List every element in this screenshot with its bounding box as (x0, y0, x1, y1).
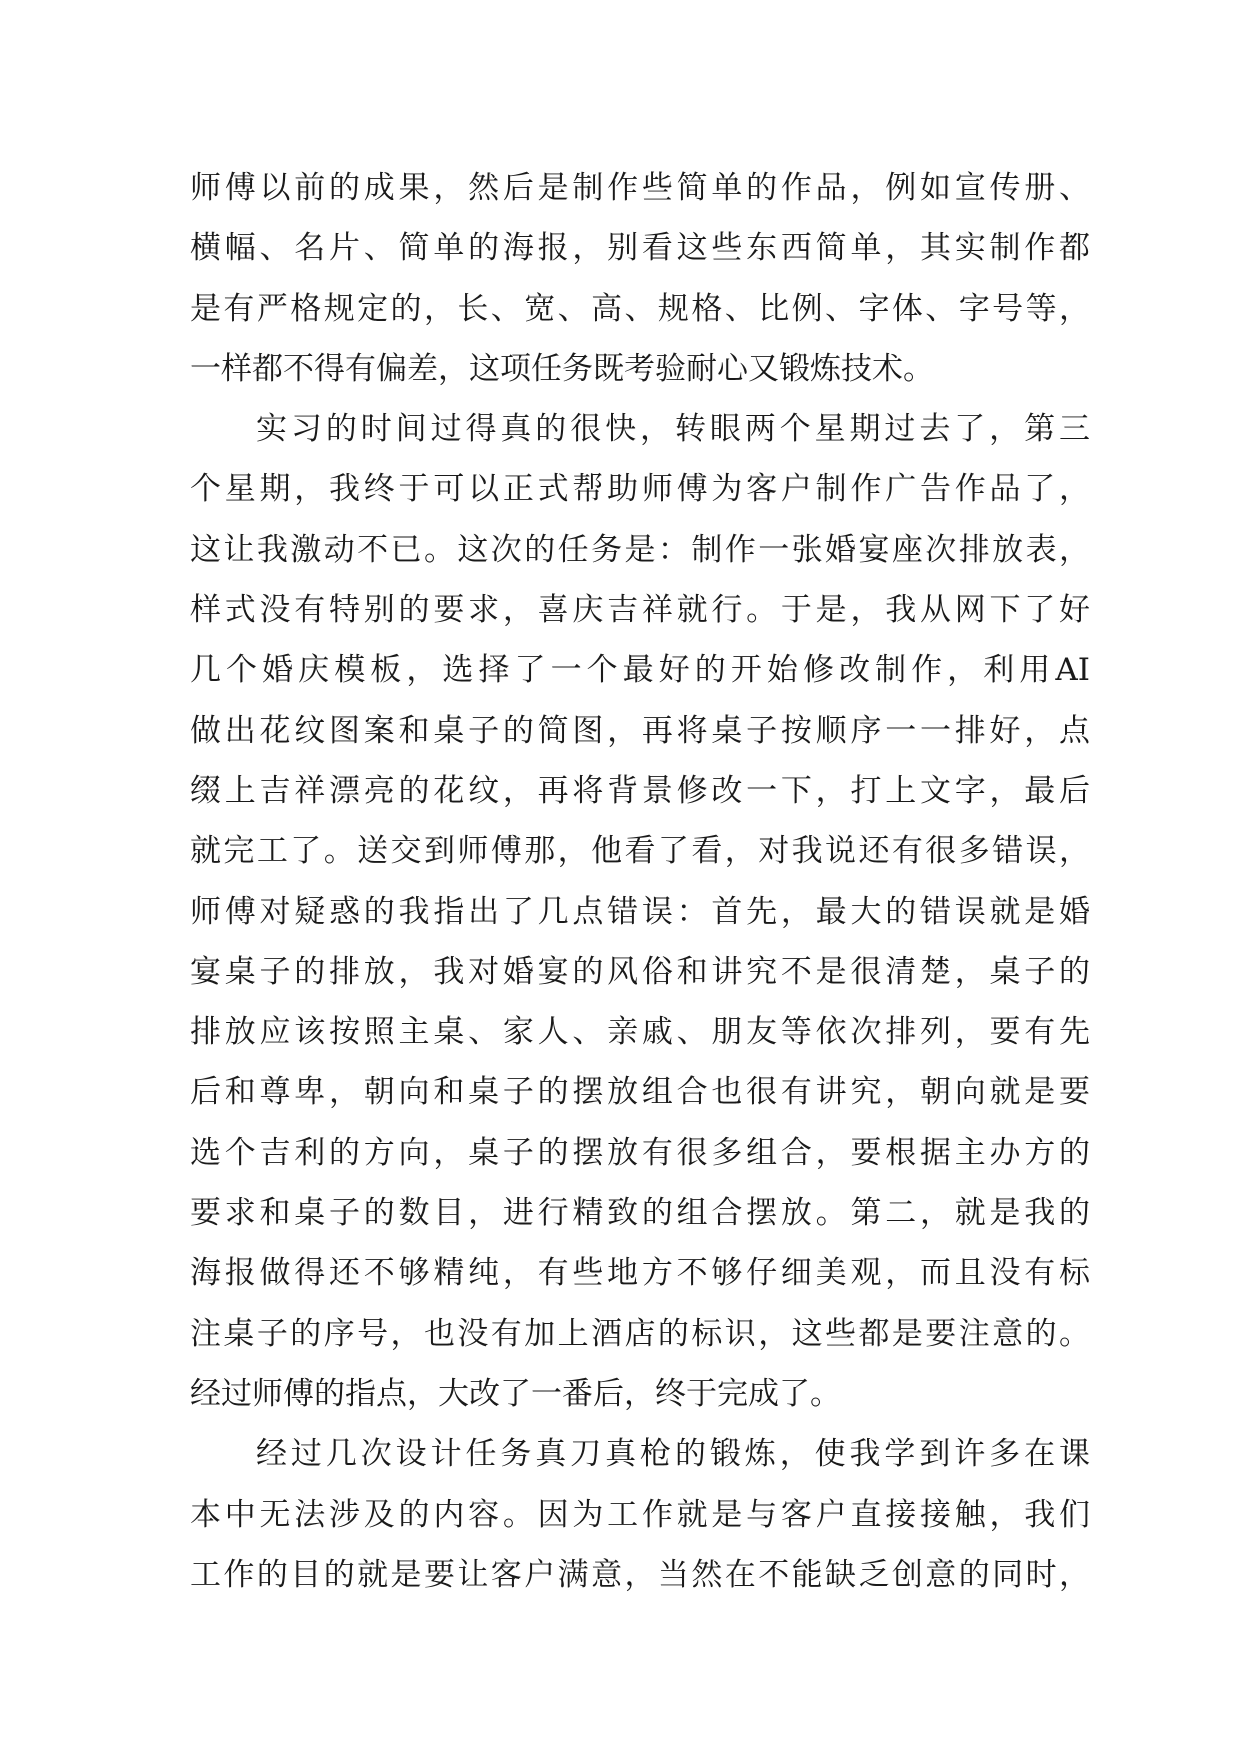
text-line: 师傅对疑惑的我指出了几点错误：首先，最大的错误就是婚 (190, 893, 1090, 930)
text-line: 横幅、名片、简单的海报，别看这些东西简单，其实制作都 (190, 230, 1090, 267)
text-line: 师傅以前的成果，然后是制作些简单的作品，例如宣传册、 (190, 170, 1090, 206)
text-line: 排放应该按照主桌、家人、亲戚、朋友等依次排列，要有先 (190, 1014, 1090, 1051)
text-line: 是有严格规定的，长、宽、高、规格、比例、字体、字号等， (190, 290, 1090, 327)
text-line: 选个吉利的方向，桌子的摆放有很多组合，要根据主办方的 (190, 1134, 1090, 1171)
text-line: 样式没有特别的要求，喜庆吉祥就行。于是，我从网下了好 (190, 592, 1090, 629)
text-line: 工作的目的就是要让客户满意，当然在不能缺乏创意的同时， (190, 1556, 1090, 1593)
text-line: 一样都不得有偏差，这项任务既考验耐心又锻炼技术。 (190, 350, 934, 387)
text-line: 宴桌子的排放，我对婚宴的风俗和讲究不是很清楚，桌子的 (190, 953, 1090, 990)
text-line: 本中无法涉及的内容。因为工作就是与客户直接接触，我们 (190, 1496, 1090, 1533)
text-line: 经过几次设计任务真刀真枪的锻炼，使我学到许多在课 (256, 1436, 1090, 1473)
text-line: 要求和桌子的数目，进行精致的组合摆放。第二，就是我的 (190, 1195, 1090, 1232)
body-text (190, 158, 1090, 1605)
text-line: 缀上吉祥漂亮的花纹，再将背景修改一下，打上文字，最后 (190, 772, 1090, 809)
text-line: 这让我激动不已。这次的任务是：制作一张婚宴座次排放表， (190, 531, 1090, 568)
text-line: 注桌子的序号，也没有加上酒店的标识，这些都是要注意的。 (190, 1315, 1090, 1352)
text-line: 几个婚庆模板，选择了一个最好的开始修改制作，利用AI (190, 652, 1090, 689)
text-line: 海报做得还不够精纯，有些地方不够仔细美观，而且没有标 (190, 1255, 1090, 1292)
text-line: 后和尊卑，朝向和桌子的摆放组合也很有讲究，朝向就是要 (190, 1074, 1090, 1111)
text-line: 就完工了。送交到师傅那，他看了看，对我说还有很多错误， (190, 833, 1090, 870)
text-line: 个星期，我终于可以正式帮助师傅为客户制作广告作品了， (190, 471, 1090, 508)
text-line: 经过师傅的指点，大改了一番后，终于完成了。 (190, 1375, 841, 1412)
text-line: 做出花纹图案和桌子的简图，再将桌子按顺序一一排好，点 (190, 712, 1090, 749)
text-line: 实习的时间过得真的很快，转眼两个星期过去了，第三 (256, 411, 1090, 448)
